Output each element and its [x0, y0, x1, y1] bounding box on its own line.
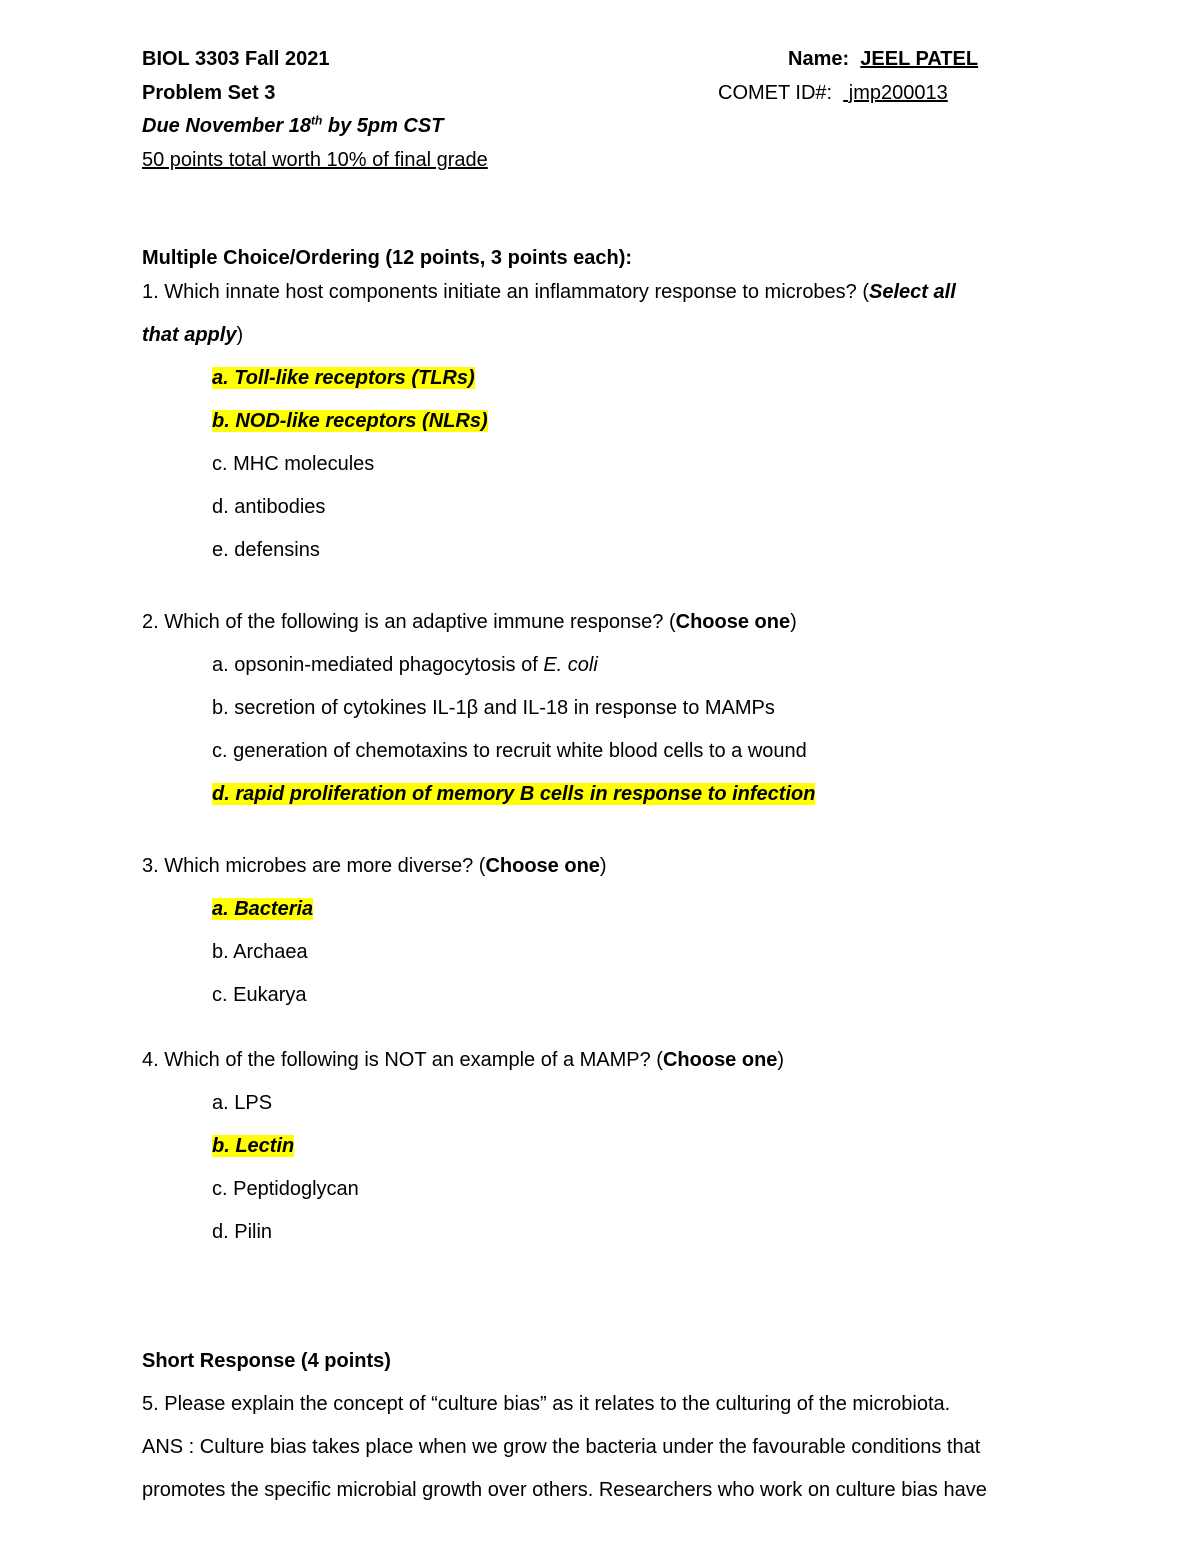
q4-option-c: c. Peptidoglycan [212, 1178, 359, 1200]
due-date: Due November 18th by 5pm CST [142, 113, 444, 137]
problem-set-title: Problem Set 3 [142, 82, 276, 104]
question-3: 3. Which microbes are more diverse? (Choose one) [142, 855, 607, 877]
q2-option-a: a. opsonin-mediated phagocytosis of E. coli [212, 654, 598, 676]
q2-option-d: d. rapid proliferation of memory B cells in response to infection [212, 783, 816, 805]
answer-line-2: promotes the specific microbial growth over others. Researchers who work on culture bias have [142, 1479, 987, 1501]
q2-option-c: c. generation of chemotaxins to recruit white blood cells to a wound [212, 740, 807, 762]
q1-option-c: c. MHC molecules [212, 453, 375, 475]
question-5: 5. Please explain the concept of “culture bias” as it relates to the culturing of the microbiota. [142, 1393, 951, 1415]
comet-id: COMET ID#: jmp200013 [718, 82, 948, 104]
question-1-cont: that apply) [142, 324, 244, 346]
q4-option-a: a. LPS [212, 1092, 273, 1114]
answer-line-1: ANS : Culture bias takes place when we grow the bacteria under the favourable conditions that [142, 1436, 981, 1458]
question-2: 2. Which of the following is an adaptive immune response? (Choose one) [142, 611, 797, 633]
q1-option-b: b. NOD-like receptors (NLRs) [212, 410, 488, 432]
student-name: Name: JEEL PATEL [788, 48, 979, 70]
course-title: BIOL 3303 Fall 2021 [142, 48, 330, 70]
q1-option-a: a. Toll-like receptors (TLRs) [212, 367, 475, 389]
sr-heading: Short Response (4 points) [142, 1350, 391, 1372]
q3-option-c: c. Eukarya [212, 984, 307, 1006]
q1-option-d: d. antibodies [212, 496, 326, 518]
question-4: 4. Which of the following is NOT an example of a MAMP? (Choose one) [142, 1049, 785, 1071]
q4-option-d: d. Pilin [212, 1221, 273, 1243]
q4-option-b: b. Lectin [212, 1135, 295, 1157]
question-1: 1. Which innate host components initiate an inflammatory response to microbes? (Select all [142, 281, 956, 303]
mc-heading: Multiple Choice/Ordering (12 points, 3 points each): [142, 247, 633, 269]
q3-option-b: b. Archaea [212, 941, 308, 963]
q1-option-e: e. defensins [212, 539, 320, 561]
points-note: 50 points total worth 10% of final grade [142, 149, 488, 171]
q3-option-a: a. Bacteria [212, 898, 314, 920]
q2-option-b: b. secretion of cytokines IL-1β and IL-18 in response to MAMPs [212, 697, 775, 719]
